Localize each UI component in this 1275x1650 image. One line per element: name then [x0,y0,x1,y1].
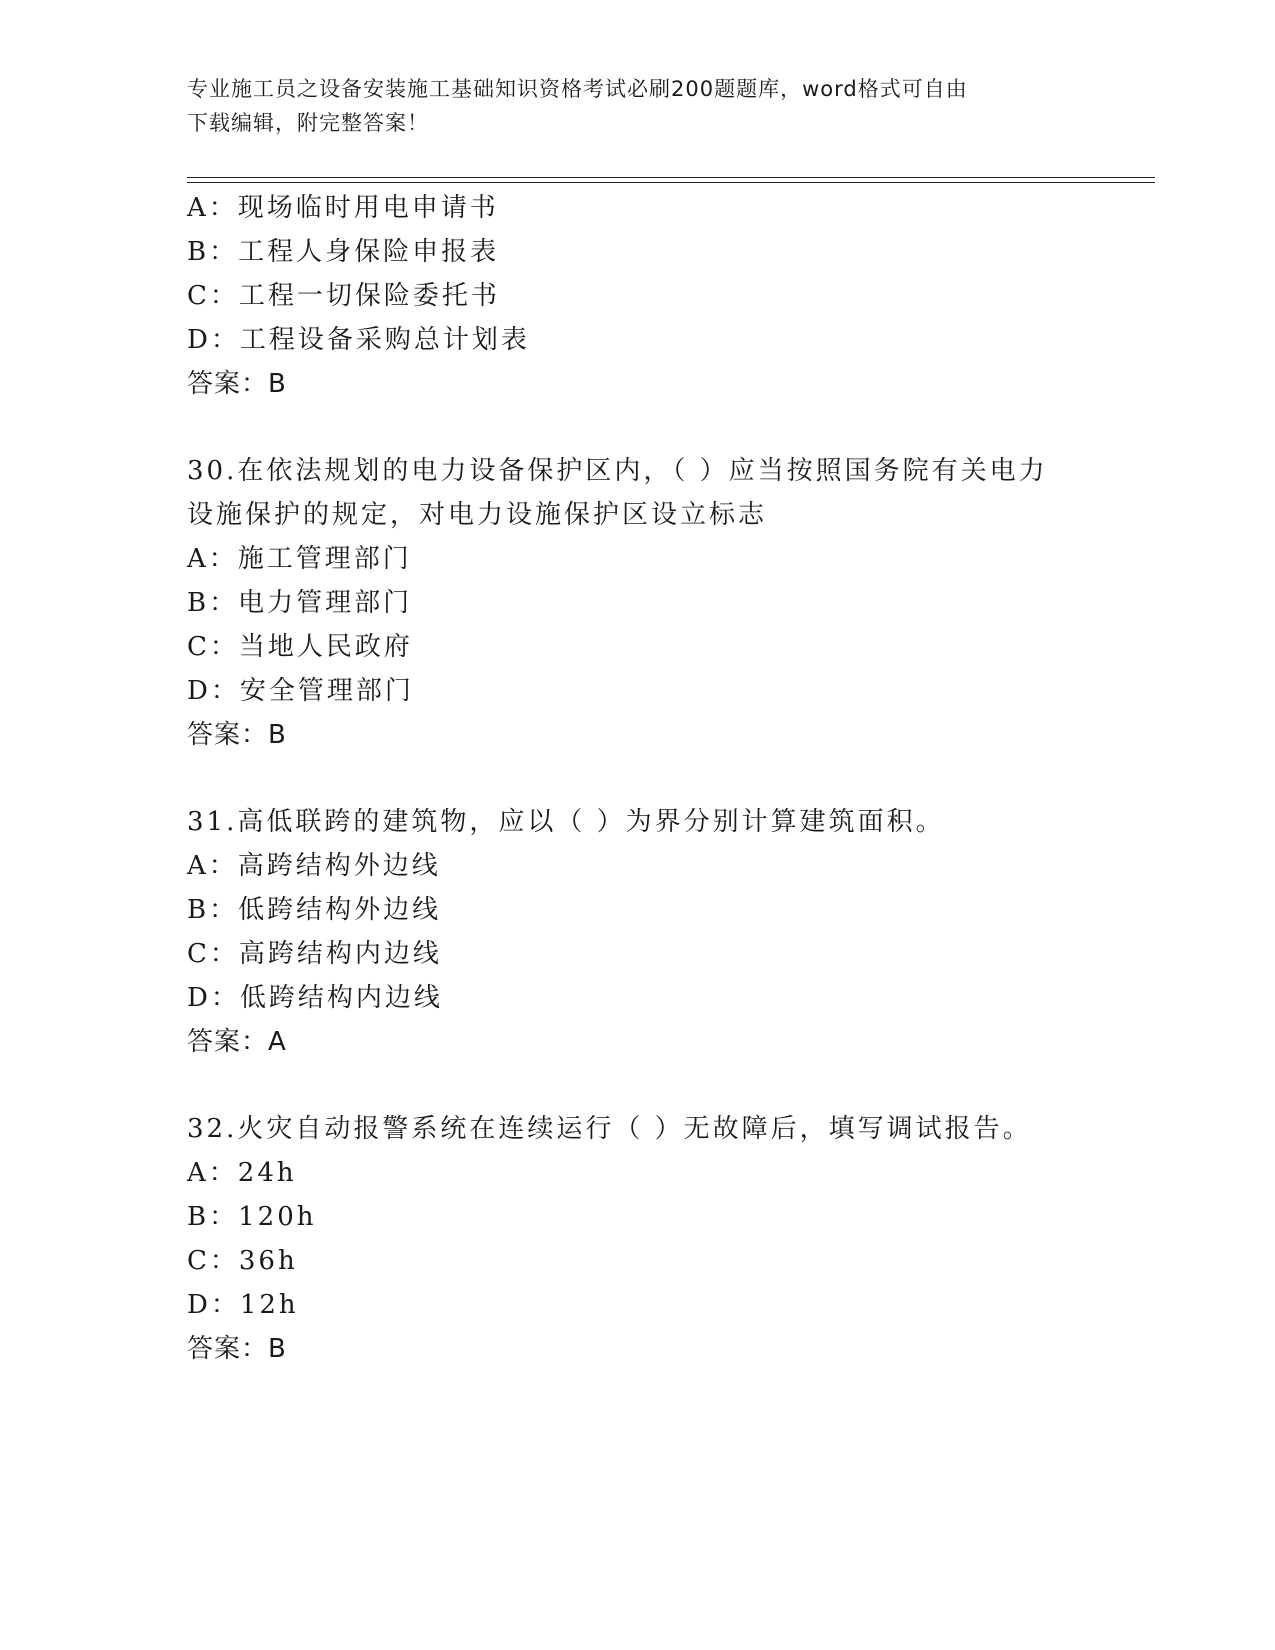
header-line-2: 下载编辑，附完整答案！ [187,111,429,135]
q32-option-b: B：120h [187,1202,317,1232]
q31-option-b: B：低跨结构外边线 [187,895,442,925]
q29-option-d: D：工程设备采购总计划表 [187,325,530,355]
q31-stem-line-1: 31.高低联跨的建筑物，应以（ ）为界分别计算建筑面积。 [187,807,945,837]
q32-answer: 答案：B [187,1334,287,1364]
q30-option-b: B：电力管理部门 [187,588,413,618]
q32-option-c: C：36h [187,1246,298,1276]
q32-stem-line-1: 32.火灾自动报警系统在连续运行（ ）无故障后，填写调试报告。 [187,1114,1032,1144]
header-rule-bottom [187,182,1155,183]
q29-option-a: A：现场临时用电申请书 [187,193,499,223]
q30-answer: 答案：B [187,720,287,750]
header-rule-top [187,177,1155,178]
q30-stem-line-2: 设施保护的规定，对电力设施保护区设立标志 [187,500,768,530]
q30-option-c: C：当地人民政府 [187,632,413,662]
q29-option-c: C：工程一切保险委托书 [187,281,500,311]
q30-stem-line-1: 30.在依法规划的电力设备保护区内，（ ）应当按照国务院有关电力 [187,456,1048,486]
q32-option-d: D：12h [187,1290,299,1320]
q31-option-c: C：高跨结构内边线 [187,939,442,969]
q30-option-d: D：安全管理部门 [187,676,414,706]
q31-option-d: D：低跨结构内边线 [187,983,443,1013]
q29-answer: 答案：B [187,369,287,399]
document-header [187,72,1087,140]
header-line-1: 专业施工员之设备安装施工基础知识资格考试必刷200题题库，word格式可自由 [187,77,968,101]
q29-option-b: B：工程人身保险申报表 [187,237,500,267]
q31-answer: 答案：A [187,1027,287,1057]
q32-option-a: A：24h [187,1158,297,1188]
q31-option-a: A：高跨结构外边线 [187,851,441,881]
q30-option-a: A：施工管理部门 [187,544,412,574]
